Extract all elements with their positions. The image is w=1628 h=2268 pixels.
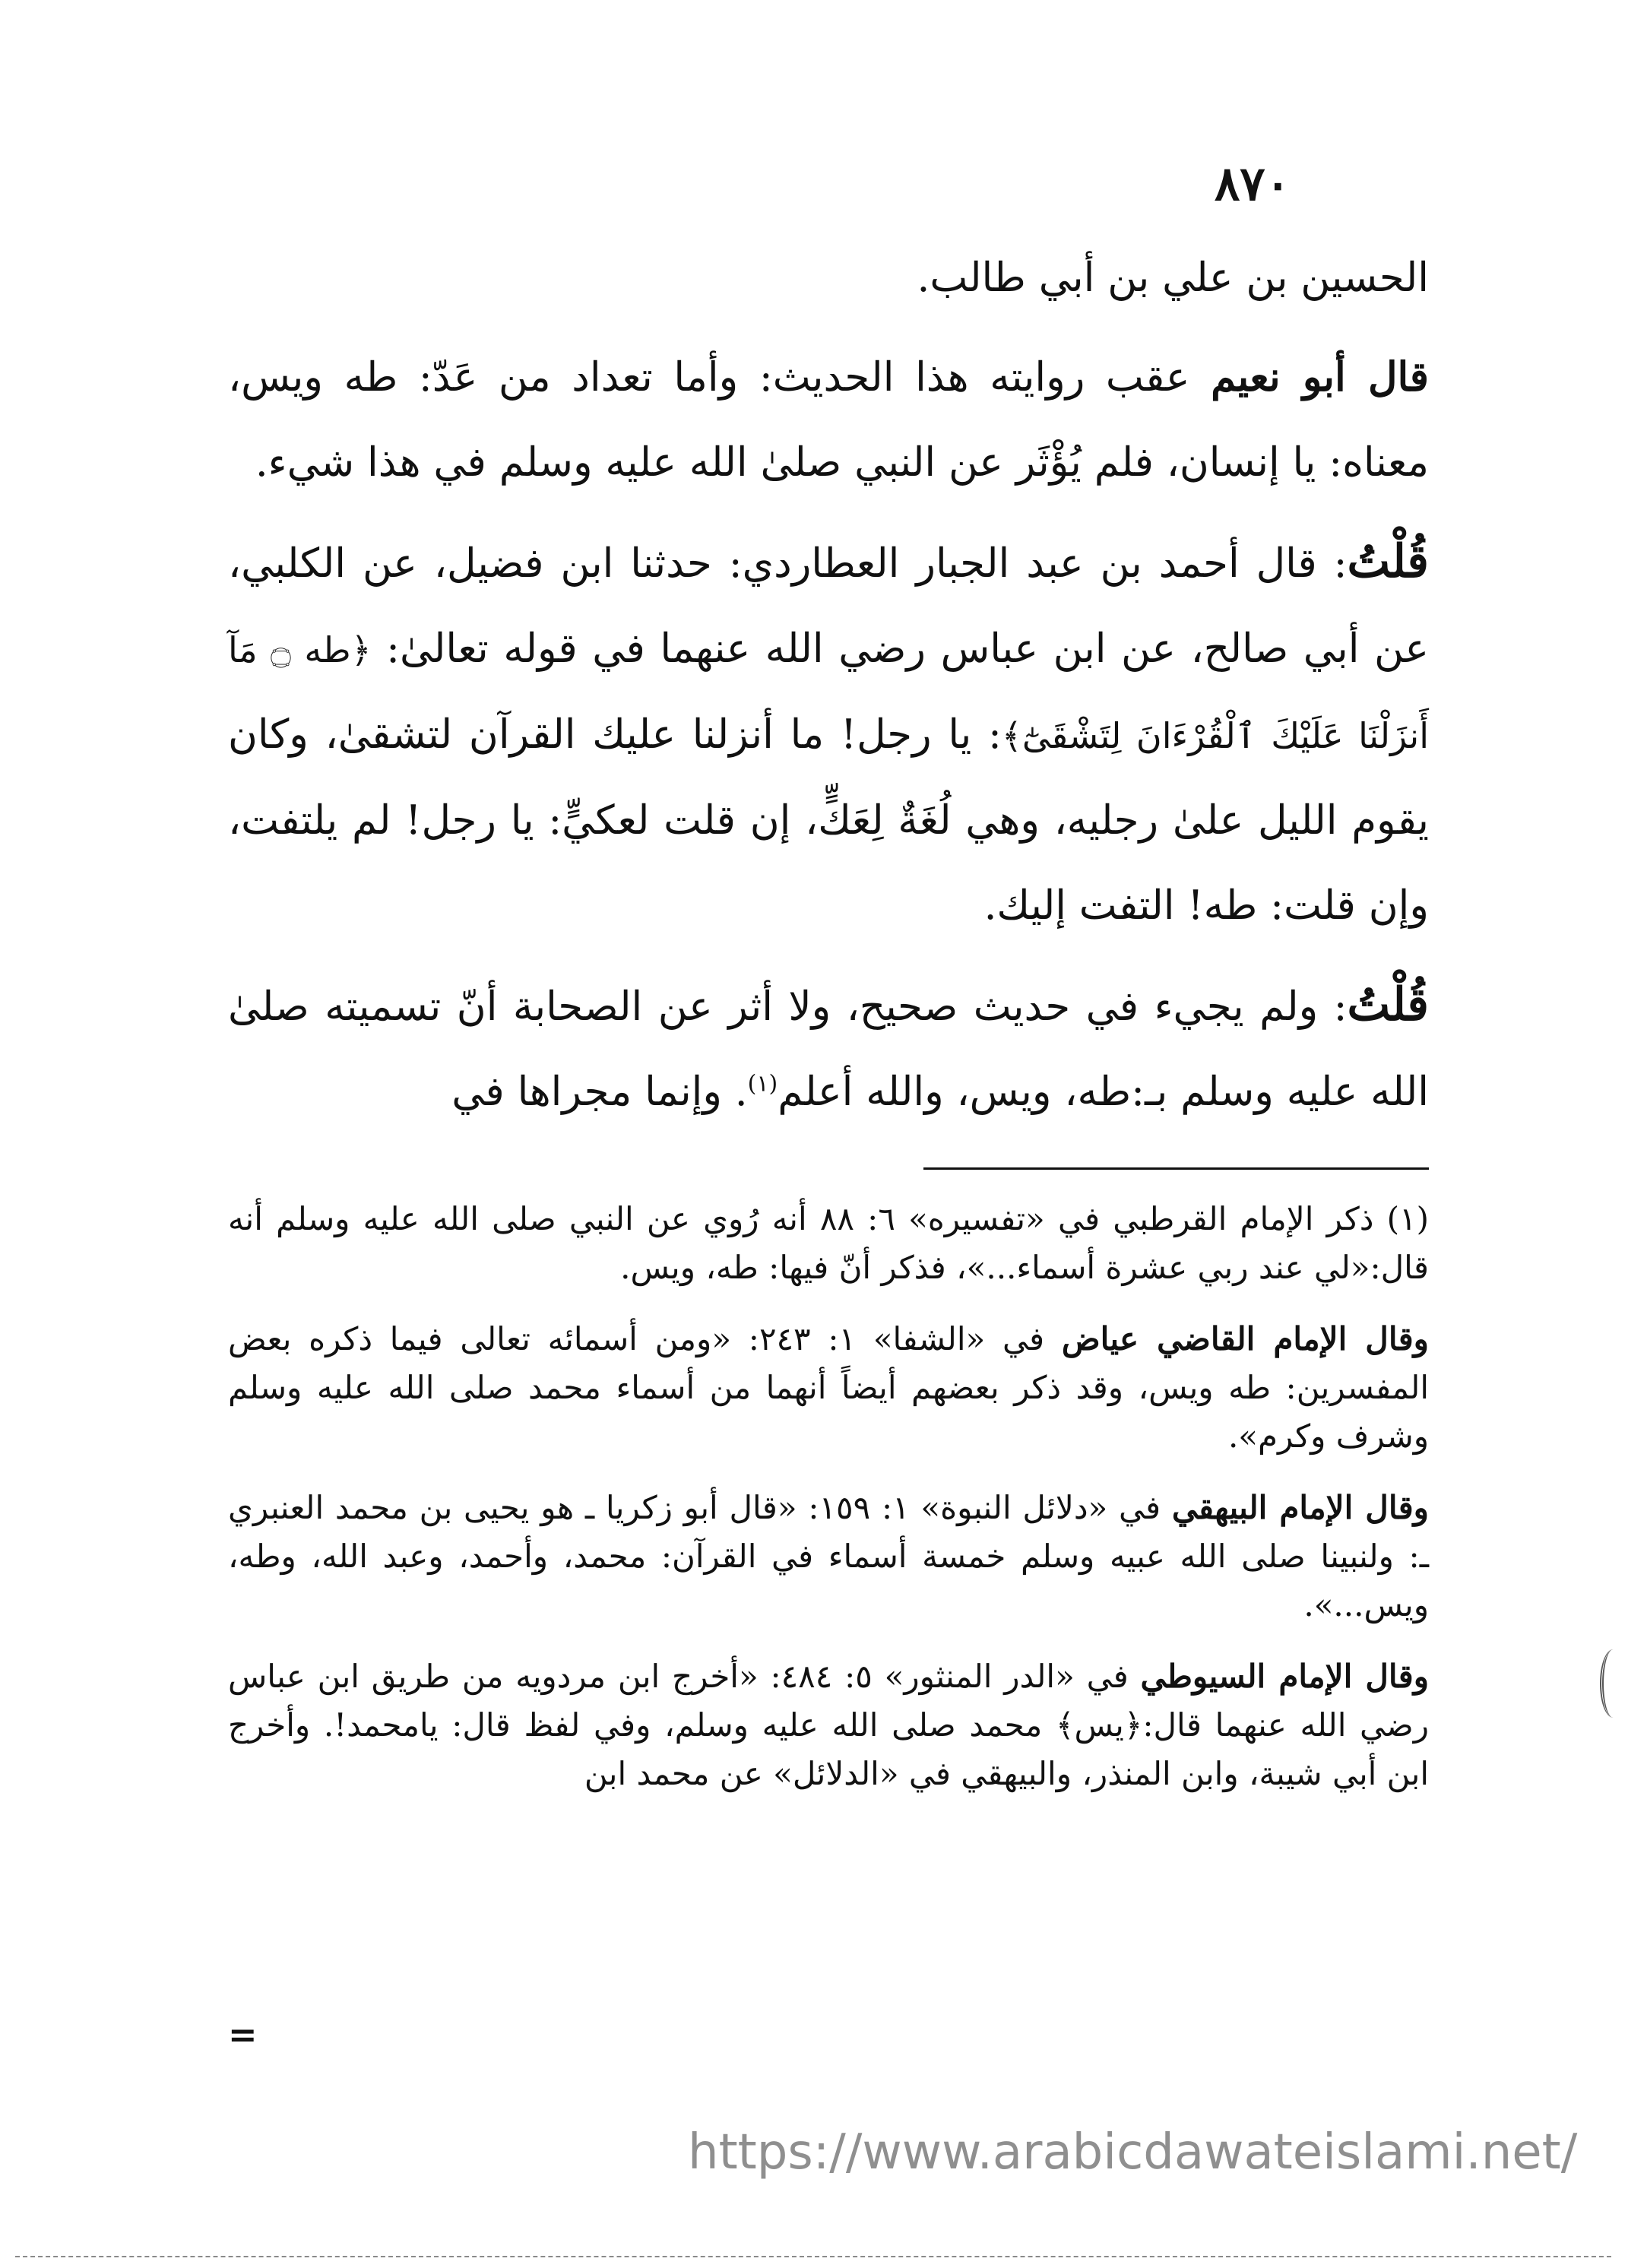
scan-bottom-edge xyxy=(15,2256,1611,2257)
page-number: ٨٧٠ xyxy=(1215,156,1291,211)
page-edge-mark xyxy=(1600,1649,1626,1718)
quran-verse: ﴿طه ۝ مَآ أَنزَلْنَا عَلَيْكَ ٱلْقُرْءَانَ لِتَشْقَىٰٓ﴾ xyxy=(228,629,1429,756)
continuation-mark: = xyxy=(228,2014,258,2055)
paragraph-text: : قال أحمد بن عبد الجبار العطاردي: حدثنا ابن فضيل، عن الكلبي، عن أبي صالح، عن ابن عباس رضي الله عنهما في قوله تعالىٰ: xyxy=(228,540,1429,672)
speaker-name: قال أبو نعيم xyxy=(1211,353,1430,401)
footnote-text: في «دلائل النبوة» ١: ١٥٩: «قال أبو زكريا ـ هو يحيى بن محمد العنبري ـ: ولنبينا صلى الله عبيه وسلم خمسة أسماء في القرآن: محمد، وأحمد، وعبد الله، وطه، ويس...». xyxy=(228,1489,1429,1623)
footnote-text: في «الدر المنثور» ٥: ٤٨٤: «أخرج ابن مردويه من طريق ابن عباس رضي الله عنهما قال:﴿يس﴾ محمد صلى الله عليه وسلم، وفي لفظ قال: يامحمد!. وأخرج ابن أبي شيبة، وابن المنذر، والبيهقي في «الدلائل» عن محمد ابن xyxy=(228,1658,1429,1792)
main-paragraph-4 xyxy=(228,962,1429,1135)
watermark-url: https://www.arabicdawateislami.net/ xyxy=(688,2124,1578,2181)
qultu-heading: قُلْتُ xyxy=(1347,978,1429,1031)
footnote-ref: (١) xyxy=(747,1070,778,1098)
footnotes xyxy=(228,1195,1429,1821)
footnote-4 xyxy=(228,1652,1429,1798)
paragraph-text: عقب روايته هذا الحديث: وأما تعداد من عَدّ: طه ويس، معناه: يا إنسان، فلم يُؤْثَر عن النبي صلىٰ الله عليه وسلم في هذا شيء. xyxy=(228,354,1429,486)
main-text xyxy=(228,236,1429,1148)
paragraph-text: : يا رجل! ما أنزلنا عليك القرآن لتشقىٰ، وكان يقوم الليل علىٰ رجليه، وهي لُغَةٌ لِعَكٍّ، إن قلت لعكيٍّ: يا رجل! لم يلتفت، وإن قلت: طه! التفت إليك. xyxy=(228,711,1429,929)
paragraph-text: . وإنما مجراها في xyxy=(451,1069,748,1115)
footnote-speaker: وقال الإمام القاضي عياض xyxy=(1061,1320,1429,1357)
main-paragraph-1: الحسين بن علي بن أبي طالب. xyxy=(917,255,1429,301)
footnote-speaker: وقال الإمام السيوطي xyxy=(1140,1658,1429,1695)
paragraph-text: : ولم يجيء في حديث صحيح، ولا أثر عن الصحابة أنّ تسميته صلىٰ الله عليه وسلم بـ:طه، ويس، والله أعلم xyxy=(228,984,1429,1115)
footnote-separator xyxy=(923,1167,1429,1170)
main-paragraph-2 xyxy=(228,334,1429,505)
footnote-3 xyxy=(228,1484,1429,1630)
footnote-1: (١) ذكر الإمام القرطبي في «تفسيره» ٦: ٨٨ أنه رُوي عن النبي صلى الله عليه وسلم أنه قال:«لي عند ربي عشرة أسماء...»، فذكر أنّ فيها: طه، ويس. xyxy=(228,1200,1429,1286)
main-paragraph-3 xyxy=(228,519,1429,949)
footnote-text: في «الشفا» ١: ٢٤٣: «ومن أسمائه تعالى فيما ذكره بعض المفسرين: طه ويس، وقد ذكر بعضهم أيضاً أنهما من أسماء محمد صلى الله عليه وسلم وشرف وكرم». xyxy=(228,1320,1429,1455)
qultu-heading: قُلْتُ xyxy=(1347,535,1429,588)
footnote-2 xyxy=(228,1315,1429,1461)
footnote-speaker: وقال الإمام البيهقي xyxy=(1171,1489,1429,1526)
